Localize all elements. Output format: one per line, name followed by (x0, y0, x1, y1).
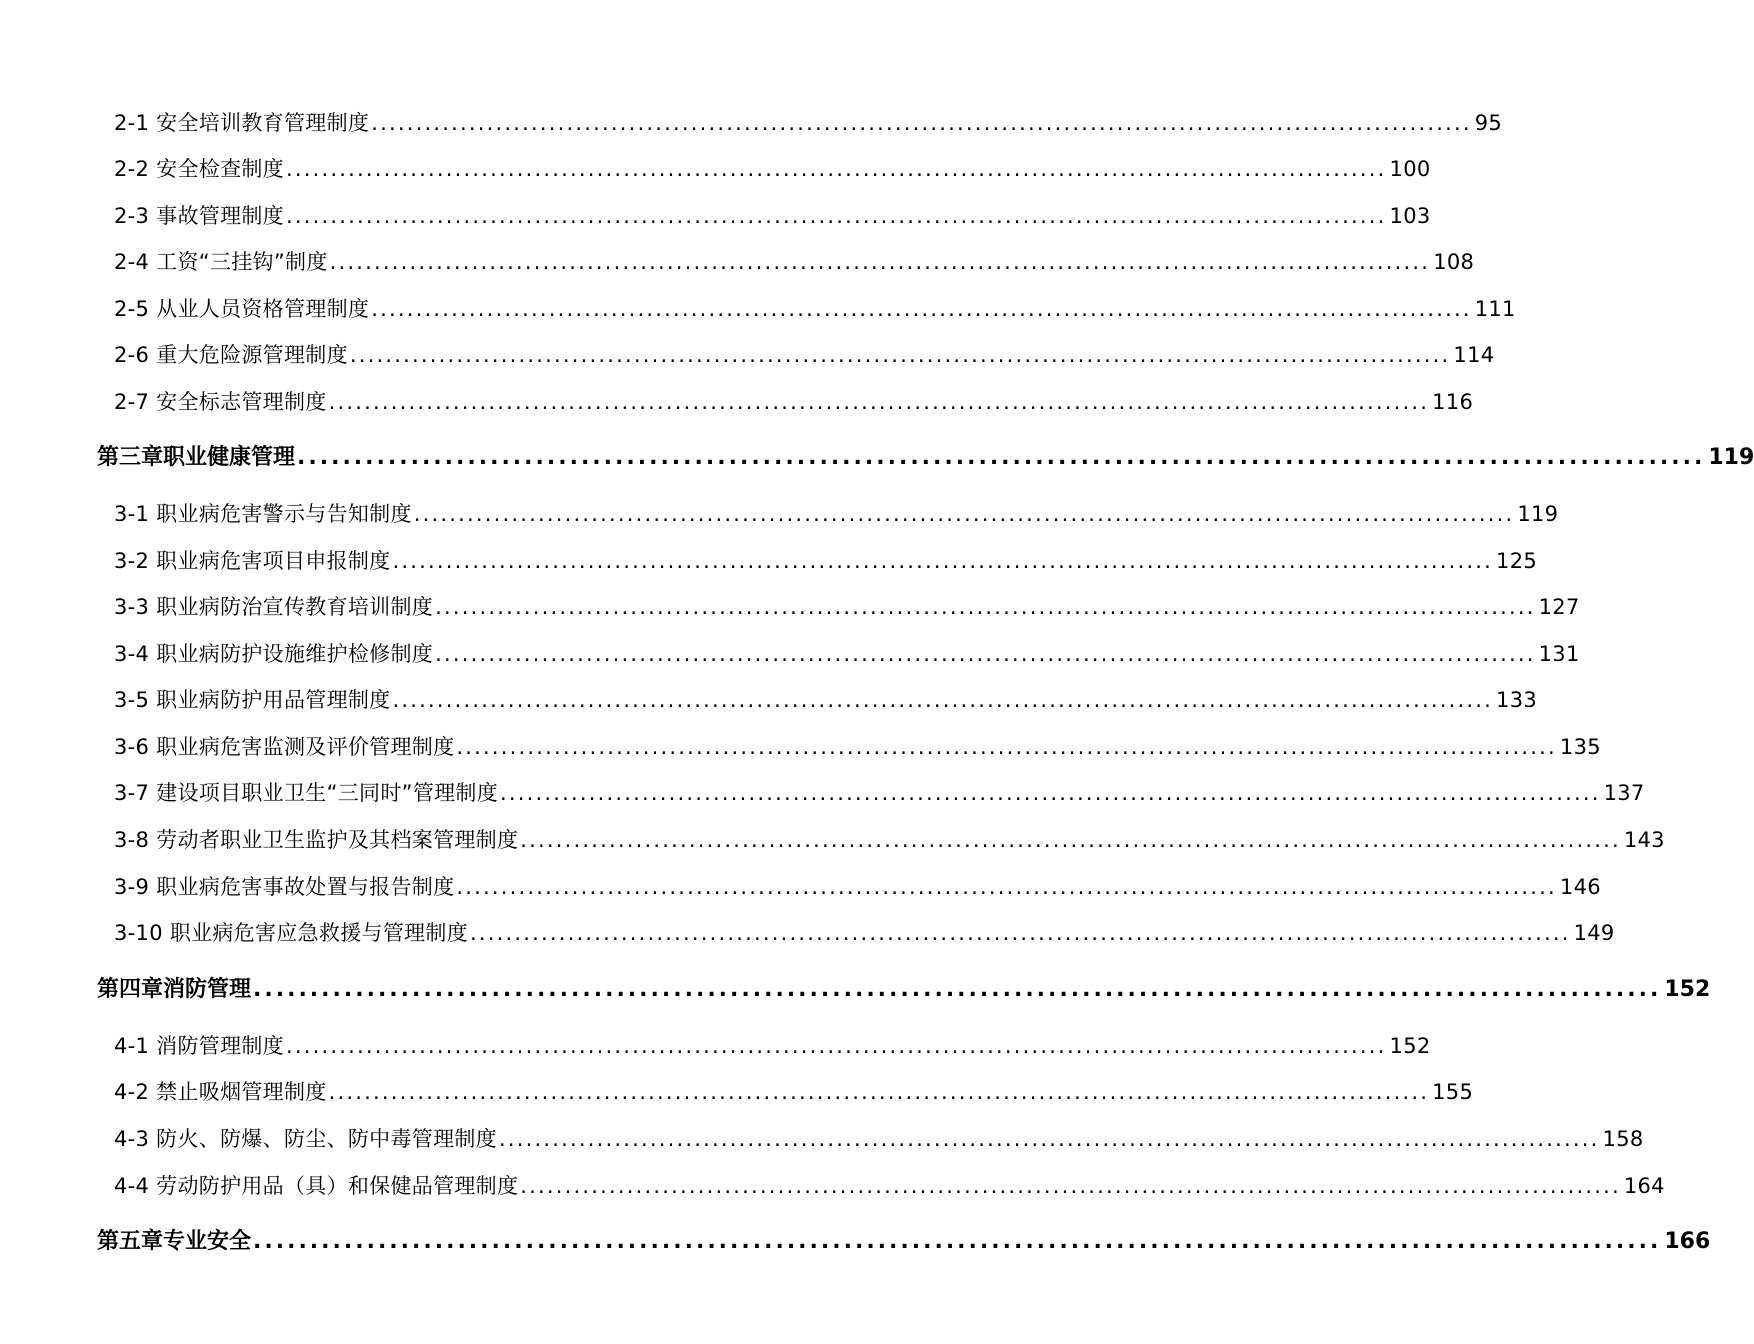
toc-leader-dots: ............................................................................................................................ (392, 549, 1494, 573)
toc-page-number: 114 (1453, 343, 1495, 367)
toc-leader-dots: ............................................................................................................................ (328, 390, 1430, 414)
toc-entry-4-3[interactable] (114, 1124, 1644, 1154)
toc-page-number: 119 (1708, 445, 1754, 470)
toc-page-number: 152 (1389, 1034, 1431, 1058)
toc-entry-title: 2-3 事故管理制度 (114, 204, 284, 228)
toc-entry-3-3[interactable] (114, 592, 1580, 622)
toc-entry-title: 2-1 安全培训教育管理制度 (114, 111, 370, 135)
toc-leader-dots: ............................................................................................................................ (371, 111, 1472, 135)
toc-entry-3-1[interactable] (114, 499, 1559, 529)
toc-leader-dots: ............................................................................................................................ (349, 343, 1451, 367)
toc-leader-dots: ............................................................................................................................ (520, 828, 1621, 852)
toc-chapter-3[interactable] (97, 443, 1754, 473)
toc-page-number: 133 (1496, 688, 1538, 712)
toc-entry-title: 4-3 防火、防爆、防尘、防中毒管理制度 (114, 1127, 497, 1151)
toc-leader-dots: ............................................................................................................................ (498, 1127, 1600, 1151)
toc-page-number: 119 (1517, 502, 1559, 526)
toc-entry-3-7[interactable] (114, 778, 1645, 808)
toc-page-number: 143 (1623, 828, 1665, 852)
toc-leader-dots: ............................................................................................................................ (329, 250, 1431, 274)
toc-chapter-title: 第三章职业健康管理 (97, 445, 296, 470)
toc-entry-2-3[interactable] (114, 201, 1431, 231)
toc-entry-3-5[interactable] (114, 685, 1538, 715)
toc-leader-dots: ............................................................................................................................ (328, 1080, 1430, 1104)
toc-entry-title: 2-5 从业人员资格管理制度 (114, 297, 370, 321)
toc-entry-3-4[interactable] (114, 639, 1580, 669)
toc-leader-dots: ............................................................................................................................ (253, 1229, 1662, 1254)
toc-entry-title: 4-2 禁止吸烟管理制度 (114, 1080, 327, 1104)
toc-leader-dots: ............................................................................................................................ (520, 1174, 1621, 1198)
toc-entry-3-2[interactable] (114, 546, 1538, 576)
toc-entry-title: 4-1 消防管理制度 (114, 1034, 284, 1058)
toc-page-number: 100 (1389, 157, 1431, 181)
toc-entry-title: 3-10 职业病危害应急救援与管理制度 (114, 921, 469, 945)
toc-chapter-5[interactable] (97, 1227, 1711, 1257)
toc-leader-dots: ............................................................................................................................ (470, 921, 1571, 945)
toc-entry-2-1[interactable] (114, 108, 1503, 138)
toc-page-number: 149 (1573, 921, 1615, 945)
toc-entry-2-2[interactable] (114, 154, 1431, 184)
toc-page-number: 103 (1389, 204, 1431, 228)
toc-page-number: 146 (1559, 875, 1601, 899)
toc-entry-title: 2-2 安全检查制度 (114, 157, 284, 181)
toc-leader-dots: ............................................................................................................................ (392, 688, 1494, 712)
toc-page-number: 152 (1664, 977, 1711, 1002)
toc-leader-dots: ............................................................................................................................ (500, 781, 1601, 805)
toc-entry-title: 3-6 职业病危害监测及评价管理制度 (114, 735, 455, 759)
toc-entry-title: 3-9 职业病危害事故处置与报告制度 (114, 875, 455, 899)
toc-entry-title: 2-6 重大危险源管理制度 (114, 343, 348, 367)
toc-leader-dots: ............................................................................................................................ (285, 157, 1387, 181)
toc-entry-3-6[interactable] (114, 732, 1601, 762)
toc-leader-dots: ............................................................................................................................ (456, 875, 1557, 899)
toc-page-number: 127 (1538, 595, 1580, 619)
toc-page-number: 158 (1602, 1127, 1644, 1151)
toc-page-number: 131 (1538, 642, 1580, 666)
toc-chapter-title: 第五章专业安全 (97, 1229, 252, 1254)
toc-leader-dots: ............................................................................................................................ (456, 735, 1557, 759)
toc-leader-dots: ............................................................................................................................ (371, 297, 1472, 321)
toc-entry-2-7[interactable] (114, 387, 1474, 417)
toc-page-number: 111 (1474, 297, 1516, 321)
toc-leader-dots: ............................................................................................................................ (285, 1034, 1387, 1058)
toc-entry-2-4[interactable] (114, 247, 1475, 277)
toc-page-number: 166 (1664, 1229, 1711, 1254)
toc-leader-dots: ............................................................................................................................ (435, 595, 1536, 619)
toc-page-number: 95 (1474, 111, 1503, 135)
toc-leader-dots: ............................................................................................................................ (285, 204, 1387, 228)
toc-entry-4-4[interactable] (114, 1171, 1665, 1201)
toc-leader-dots: ............................................................................................................................ (435, 642, 1536, 666)
toc-entry-3-9[interactable] (114, 872, 1601, 902)
toc-entry-title: 3-5 职业病防护用品管理制度 (114, 688, 391, 712)
toc-page-number: 125 (1496, 549, 1538, 573)
toc-entry-2-6[interactable] (114, 340, 1495, 370)
toc-entry-2-5[interactable] (114, 294, 1516, 324)
toc-chapter-title: 第四章消防管理 (97, 977, 252, 1002)
toc-page-number: 116 (1432, 390, 1474, 414)
toc-page-number: 137 (1603, 781, 1645, 805)
toc-entry-4-2[interactable] (114, 1077, 1474, 1107)
toc-entry-title: 3-8 劳动者职业卫生监护及其档案管理制度 (114, 828, 519, 852)
toc-page-number: 108 (1433, 250, 1475, 274)
toc-page-number: 155 (1432, 1080, 1474, 1104)
toc-page-number: 164 (1623, 1174, 1665, 1198)
toc-chapter-4[interactable] (97, 975, 1711, 1005)
toc-entry-title: 3-4 职业病防护设施维护检修制度 (114, 642, 434, 666)
toc-leader-dots: ............................................................................................................................ (413, 502, 1515, 526)
toc-entry-4-1[interactable] (114, 1031, 1431, 1061)
toc-entry-title: 3-7 建设项目职业卫生“三同时”管理制度 (114, 781, 499, 805)
toc-leader-dots: ............................................................................................................................ (297, 445, 1706, 470)
toc-entry-3-8[interactable] (114, 825, 1665, 855)
toc-entry-title: 3-1 职业病危害警示与告知制度 (114, 502, 412, 526)
toc-leader-dots: ............................................................................................................................ (253, 977, 1662, 1002)
toc-entry-title: 4-4 劳动防护用品（具）和保健品管理制度 (114, 1174, 519, 1198)
toc-entry-3-10[interactable] (114, 918, 1615, 948)
toc-entry-title: 3-2 职业病危害项目申报制度 (114, 549, 391, 573)
toc-entry-title: 2-4 工资“三挂钩”制度 (114, 250, 328, 274)
toc-entry-title: 3-3 职业病防治宣传教育培训制度 (114, 595, 434, 619)
toc-entry-title: 2-7 安全标志管理制度 (114, 390, 327, 414)
toc-page-number: 135 (1559, 735, 1601, 759)
